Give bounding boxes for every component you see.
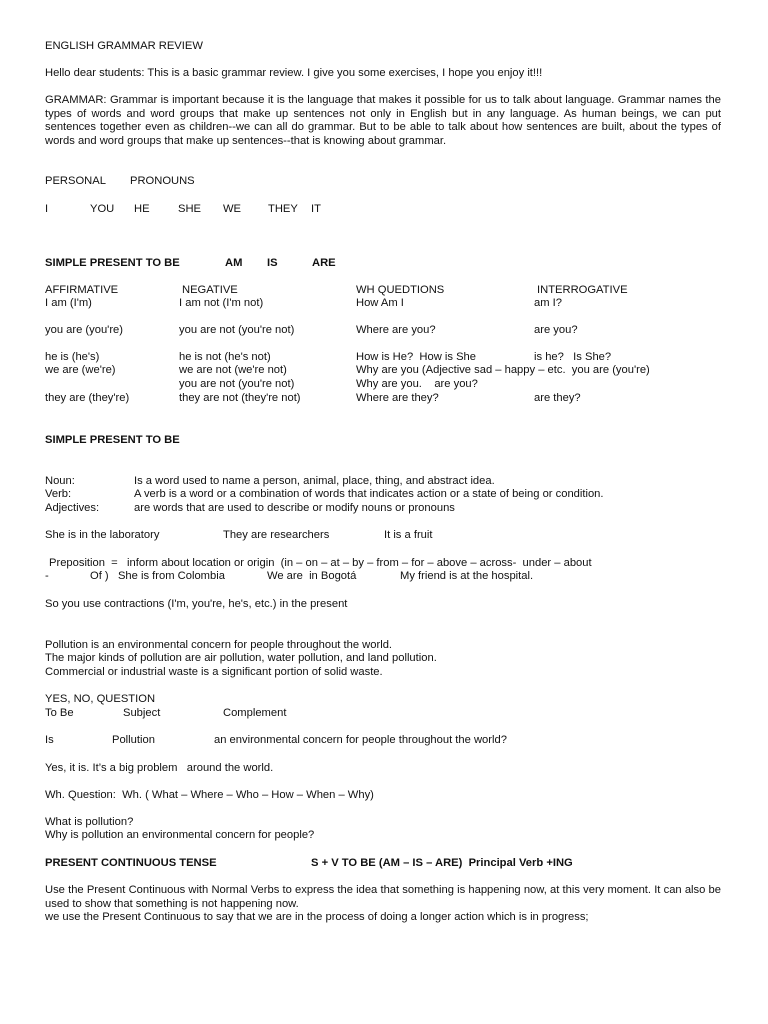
present-continuous-paragraph: Use the Present Continuous with Normal Verbs to express the idea that something is happening now, at this very moment. It can also be used to show that something is not happening now.: [45, 884, 721, 910]
yes-no-column: Complement: [223, 707, 287, 719]
table-cell: am I?: [534, 297, 562, 309]
grammar-paragraph: GRAMMAR: Grammar is important because it is the language that makes it possible for us to talk about language. Grammar names the types of words and word groups that make up sentences not only in English but in any language. As human beings, we can put sentences together even as children--we can all do grammar. But to be able to talk about how sentences are built, about the types of words and word groups that make up sentences--that is knowing about grammar.: [45, 94, 721, 147]
table-cell: How Am I: [356, 297, 404, 309]
definition-term: Adjectives:: [45, 502, 100, 514]
pronoun-item: I: [45, 203, 49, 215]
definition-text: Is a word used to name a person, animal, place, thing, and abstract idea.: [134, 475, 495, 487]
table-cell: I am (I'm): [45, 297, 92, 309]
preposition-example: Of ) She is from Colombia: [90, 570, 225, 582]
wh-question-line: Wh. Question: Wh. ( What – Where – Who – How – When – Why): [45, 789, 374, 801]
table-cell: I am not (I'm not): [179, 297, 264, 309]
table-cell: he is not (he's not): [179, 351, 271, 363]
present-continuous-heading: PRESENT CONTINUOUS TENSE: [45, 857, 217, 869]
present-continuous-last-line: we use the Present Continuous to say that we are in the process of doing a longer action which is in progress;: [45, 911, 589, 923]
example-sentence: She is in the laboratory: [45, 529, 160, 541]
column-header-affirmative: AFFIRMATIVE: [45, 284, 119, 296]
pronoun-item: WE: [223, 203, 242, 215]
to-be-heading: SIMPLE PRESENT TO BE: [45, 257, 180, 269]
wh-example: What is pollution?: [45, 816, 134, 828]
greeting-line: Hello dear students: This is a basic grammar review. I give you some exercises, I hope you enjoy it!!!: [45, 67, 543, 79]
personal-label: PERSONAL: [45, 175, 106, 187]
table-cell: Where are you?: [356, 324, 436, 336]
preposition-example: My friend is at the hospital.: [400, 570, 534, 582]
yes-answer: Yes, it is. It’s a big problem around the world.: [45, 762, 274, 774]
pollution-line: Commercial or industrial waste is a significant portion of solid waste.: [45, 666, 383, 678]
table-cell: are you?: [534, 324, 578, 336]
present-continuous-formula: S + V TO BE (AM – IS – ARE) Principal Verb +ING: [311, 857, 573, 869]
yes-no-example: Pollution: [112, 734, 155, 746]
pollution-line: Pollution is an environmental concern for people throughout the world.: [45, 639, 393, 651]
to-be-form: IS: [267, 257, 278, 269]
pronoun-item: SHE: [178, 203, 202, 215]
pronoun-item: IT: [311, 203, 321, 215]
table-cell: they are not (they're not): [179, 392, 301, 404]
table-cell: How is He? How is She: [356, 351, 476, 363]
document-title: ENGLISH GRAMMAR REVIEW: [45, 40, 203, 52]
to-be-form: ARE: [312, 257, 336, 269]
definition-term: Noun:: [45, 475, 75, 487]
preposition-dash: -: [45, 570, 49, 582]
yes-no-example: Is: [45, 734, 54, 746]
example-sentence: It is a fruit: [384, 529, 433, 541]
definition-term: Verb:: [45, 488, 72, 500]
column-header-negative: NEGATIVE: [182, 284, 238, 296]
table-cell: Why are you. are you?: [356, 378, 478, 390]
table-cell: we are (we're): [45, 364, 116, 376]
pronouns-label: PRONOUNS: [130, 175, 195, 187]
table-cell: we are not (we're not): [179, 364, 287, 376]
preposition-example: We are in Bogotá: [267, 570, 357, 582]
yes-no-example: an environmental concern for people throughout the world?: [214, 734, 507, 746]
preposition-line: Preposition = inform about location or origin (in – on – at – by – from – for – above – across- under – about: [49, 557, 592, 569]
definition-text: A verb is a word or a combination of words that indicates action or a state of being or condition.: [134, 488, 604, 500]
pronoun-item: YOU: [90, 203, 115, 215]
to-be-form: AM: [225, 257, 243, 269]
table-cell: you are (you're): [45, 324, 123, 336]
pollution-line: The major kinds of pollution are air pollution, water pollution, and land pollution.: [45, 652, 437, 664]
yes-no-heading: YES, NO, QUESTION: [45, 693, 156, 705]
yes-no-column: Subject: [123, 707, 161, 719]
wh-example: Why is pollution an environmental concern for people?: [45, 829, 315, 841]
section-heading: SIMPLE PRESENT TO BE: [45, 434, 180, 446]
column-header-wh-questions: WH QUEDTIONS: [356, 284, 445, 296]
definition-text: are words that are used to describe or modify nouns or pronouns: [134, 502, 455, 514]
pronoun-item: HE: [134, 203, 150, 215]
yes-no-column: To Be: [45, 707, 74, 719]
table-cell: Why are you (Adjective sad – happy – etc. you are (you're): [356, 364, 650, 376]
table-cell: is he? Is She?: [534, 351, 612, 363]
table-cell: he is (he's): [45, 351, 100, 363]
table-cell: you are not (you're not): [179, 378, 295, 390]
contractions-note: So you use contractions (I'm, you're, he's, etc.) in the present: [45, 598, 348, 610]
table-cell: are they?: [534, 392, 581, 404]
column-header-interrogative: INTERROGATIVE: [537, 284, 628, 296]
table-cell: you are not (you're not): [179, 324, 295, 336]
example-sentence: They are researchers: [223, 529, 330, 541]
pronoun-item: THEY: [268, 203, 298, 215]
table-cell: they are (they're): [45, 392, 130, 404]
table-cell: Where are they?: [356, 392, 439, 404]
